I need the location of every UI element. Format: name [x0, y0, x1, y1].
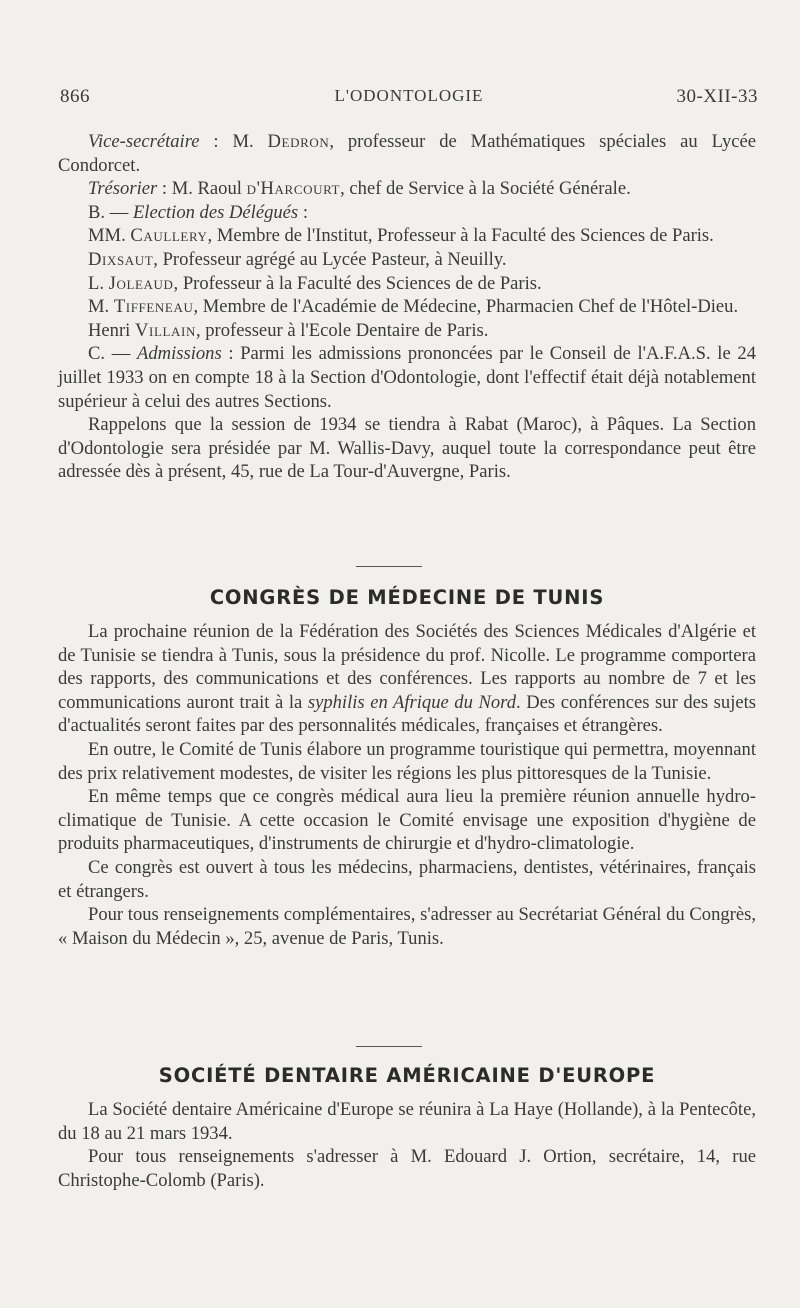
text: , Professeur à la Faculté des Sciences de de Paris. [173, 272, 542, 294]
vice-secretaire-paragraph [58, 130, 756, 177]
person-name: Villain [134, 319, 196, 341]
paragraph: En outre, le Comité de Tunis élabore un programme touristique qui permettra, moyennant des prix relativement modestes, de visiter les régions les plus pittoresques de la Tunisie. [58, 738, 756, 784]
text: La prochaine réunion de la Fédération des Sociétés des Sciences Médicales d'Algérie et de Tunisie se tiendra à Tunis, sous la présidence du prof. Nicolle. Le programme comportera des rapports, des communications et des conférences. Les rapports au nombre de 7 et les communications auront trait à la [58, 621, 756, 713]
text: MM. [88, 225, 131, 247]
text: , chef de Service à la Société Générale. [340, 178, 631, 200]
person-name: Dixsaut [88, 248, 154, 270]
text: B. — [88, 201, 133, 223]
role-label: Trésorier [88, 178, 158, 200]
subsection-title: Admissions [136, 343, 222, 365]
delegate-paragraph [58, 319, 756, 343]
emphasis-text: syphilis en Afrique du Nord [307, 691, 517, 713]
tresorier-paragraph [58, 177, 756, 201]
person-name: Dedron [267, 131, 330, 152]
text: L. [88, 272, 109, 294]
person-name: Tiffeneau [113, 296, 194, 318]
text: Henri [88, 319, 135, 341]
text: : [298, 201, 309, 223]
person-name: Caullery [130, 225, 208, 247]
role-label: Vice-secrétaire [88, 131, 200, 152]
text: , professeur à l'Ecole Dentaire de Paris. [195, 319, 489, 341]
text: , professeur de Mathématiques spéciales au Lycée Condorcet. [58, 131, 757, 176]
running-header [60, 86, 758, 116]
paragraph: Ce congrès est ouvert à tous les médecins, pharmaciens, dentistes, vétérinaires, français et étrangers. [58, 856, 756, 902]
congres-tunis-heading: CONGRÈS DE MÉDECINE DE TUNIS [209, 586, 605, 609]
person-name: d'Harcourt [246, 178, 341, 200]
delegate-paragraph [58, 272, 756, 296]
section-association-officers [58, 130, 756, 484]
text: , Membre de l'Académie de Médecine, Pharmacien Chef de l'Hôtel-Dieu. [193, 296, 739, 318]
issue-date: 30-XII-33 [676, 86, 758, 107]
journal-title: L'ODONTOLOGIE [334, 86, 484, 105]
paragraph: Pour tous renseignements complémentaires, s'adresser au Secrétariat Général du Congrès, « Maison du Médecin », 25, avenue de Paris, Tunis. [58, 904, 756, 949]
page-number: 866 [60, 86, 90, 107]
paragraph: La Société dentaire Américaine d'Europe se réunira à La Haye (Hollande), à la Pentecôte, du 18 au 21 mars 1934. [58, 1099, 756, 1144]
paragraph: En même temps que ce congrès médical aura lieu la première réunion annuelle hydro-climatique de Tunisie. A cette occasion le Comité envisage une exposition d'hygiène de produits pharmaceutiques, d'instruments de chirurgie et d'hydro-climatologie. [58, 786, 756, 855]
societe-dentaire-heading: SOCIÉTÉ DENTAIRE AMÉRICAINE D'EUROPE [158, 1064, 656, 1087]
paragraph [58, 620, 756, 738]
section-societe-dentaire [58, 1098, 756, 1192]
text: , Membre de l'Institut, Professeur à la Faculté des Sciences de Paris. [207, 225, 714, 247]
admissions-paragraph [58, 342, 756, 413]
subsection-title: Election des Délégués [132, 201, 299, 223]
text: . Des conférences sur des sujets d'actualités seront faites par des personnalités médicales, françaises et étrangères. [58, 691, 757, 737]
person-name: Joleaud [108, 272, 174, 294]
text: M. [88, 296, 114, 318]
text: : Parmi les admissions prononcées par le Conseil de l'A.F.A.S. le 24 juillet 1933 on en compte 18 à la Section d'Odontologie, dont l'effectif était déjà notablement supérieur à celui des autres Sections. [58, 343, 756, 412]
text: , Professeur agrégé au Lycée Pasteur, à Neuilly. [153, 248, 507, 270]
section-divider [356, 1046, 422, 1047]
text: C. — [88, 343, 137, 365]
text: : M. Raoul [157, 178, 247, 200]
delegate-paragraph [58, 295, 756, 319]
section-divider [356, 566, 422, 567]
delegate-paragraph [58, 248, 756, 272]
section-congres-tunis [58, 620, 756, 950]
paragraph: Pour tous renseignements s'adresser à M. Edouard J. Ortion, secrétaire, 14, rue Christophe-Colomb (Paris). [58, 1146, 756, 1191]
election-heading [58, 201, 756, 225]
delegate-paragraph [58, 224, 756, 248]
text: : M. [199, 131, 268, 152]
rabat-session-paragraph: Rappelons que la session de 1934 se tiendra à Rabat (Maroc), à Pâques. La Section d'Odontologie sera présidée par M. Wallis-Davy, auquel toute la correspondance peut être adressée dès à présent, 45, rue de La Tour-d'Auvergne, Paris. [58, 414, 756, 483]
